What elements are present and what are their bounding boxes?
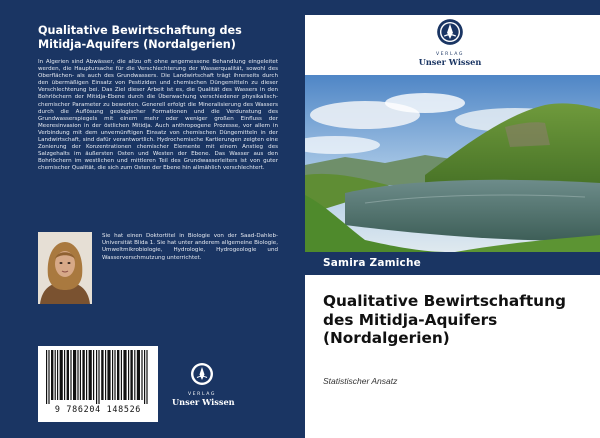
publisher-verlag-label: VERLAG [435,52,465,57]
author-portrait-graphic [38,232,92,304]
back-cover [0,0,297,438]
isbn-barcode [38,346,158,422]
back-publisher-logo [172,362,235,407]
landscape-graphic [305,75,600,252]
publisher-name: Unser Wissen [418,57,482,67]
book-spine [297,0,305,438]
front-top-bar [305,0,600,15]
publisher-logo-icon [190,362,214,386]
back-cover-blurb: In Algerien sind Abwässer, die allzu oft ohne angemessene Behandlung eingeleitet werden, die Hauptursache für die Verschlechterung der Wasserqualität, sowohl des Oberflächen- als auch des Grundwassers. Die Landwirtschaft trägt ihrerseits durch den übermäßigen Einsatz von Pestiziden und chemischen Düngemitteln zu dieser Verschlechterung bei. Das Ziel dieser Arbeit ist es, die Qualität des Wassers in den Bohrlöchern der Mitidja-Ebene durch die Überwachung verschiedener physikalisch-chemischer Parameter zu bewerten. Generell erfolgt die Mineralisierung des Wassers durch die Auflösung geologischer Formationen und die Verdunstung des Grundwasserspiegels mit einem mehr oder weniger großen Einfluss der Meeresinvasion in der östlichen Mitidja. Auch anthropogene Prozesse, vor allem in Verbindung mit dem unvernünftigen Einsatz von chemischen Düngemitteln in der Landwirtschaft, sind dafür verantwortlich. Hydrochemische Kartierungen zeigten eine Zonierung der Konzentrationen chemischer Elemente mit einem Anstieg des Salzgehalts im äußersten Osten und Westen der Ebene. Das Wasser aus den Bohrlöchern im westlichen und mittleren Teil des Grundwasserleiters ist von guter chemischer Qualität, die sich zum Osten der Ebene hin allmählich verschlechtert. [38,59,278,172]
front-publisher-logo [415,18,485,67]
isbn-digits: 9 786204 148526 [54,404,142,414]
author-name: Samira Zamiche [323,257,421,269]
book-subtitle: Statistischer Ansatz [323,376,398,386]
back-cover-title: Qualitative Bewirtschaftung des Mitidja-Aquifers (Nordalgerien) [38,24,242,51]
author-bio: Sie hat einen Doktortitel in Biologie von der Saad-Dahleb-Universität Blida 1. Sie hat unter anderem allgemeine Biologie, Umweltmikrobiologie, Hydrologie, Hydrogeologie und Wasserverschmutzung unterrichtet. [102,233,278,261]
front-cover [305,0,600,438]
book-title: Qualitative Bewirtschaftung des Mitidja-Aquifers (Nordalgerien) [323,292,566,348]
landscape-photo [305,75,600,252]
author-band [305,252,600,275]
author-photo [38,232,92,304]
publisher-name: Unser Wissen [172,397,235,407]
barcode-bars [44,350,152,404]
publisher-logo-icon [436,18,464,46]
publisher-verlag-label: VERLAG [187,392,217,397]
